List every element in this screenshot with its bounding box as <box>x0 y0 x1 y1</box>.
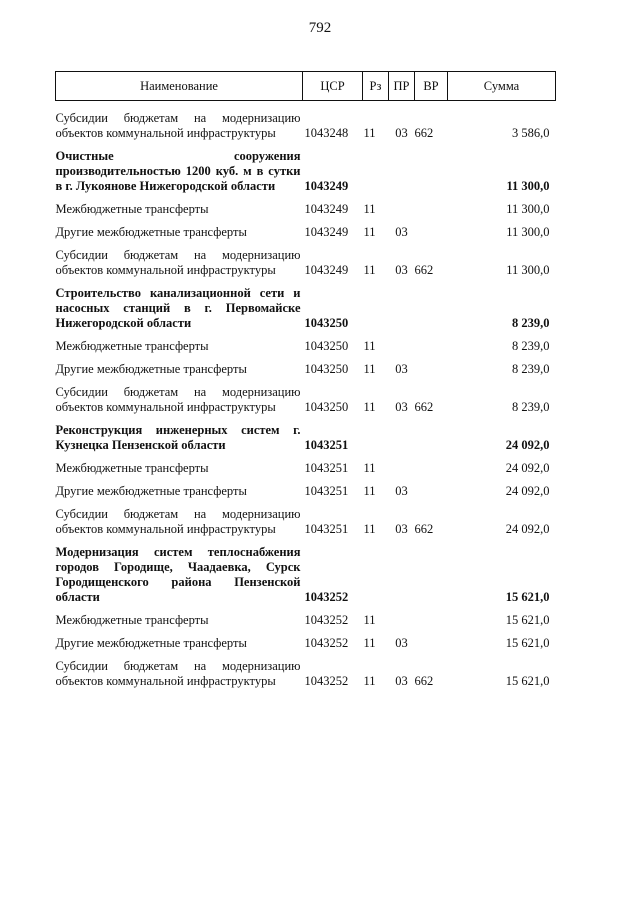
cell-name: Субсидии бюджетам на модернизацию объектов коммунальной инфраструктуры <box>55 248 301 277</box>
cell-rz: 11 <box>363 339 376 353</box>
cell-name: Другие межбюджетные трансферты <box>55 362 247 376</box>
cell-name: Межбюджетные трансферты <box>55 461 209 475</box>
cell-csr: 1043249 <box>304 179 349 193</box>
cell-sum: 3 586,0 <box>512 126 550 140</box>
cell-vr <box>415 143 448 196</box>
cell-pr <box>389 417 415 455</box>
cell-vr: 662 <box>414 674 434 688</box>
cell-rz: 11 <box>363 225 376 239</box>
cell-name: Субсидии бюджетам на модернизацию объектов коммунальной инфраструктуры <box>55 111 301 140</box>
cell-name: Модернизация систем теплоснабжения городов Городище, Чаадаевка, Сурск Городищенского района Пензенской области <box>55 545 301 604</box>
cell-name: Межбюджетные трансферты <box>55 613 209 627</box>
cell-csr: 1043251 <box>304 438 349 452</box>
cell-vr <box>415 356 448 379</box>
cell-csr: 1043251 <box>304 522 349 536</box>
table-row <box>56 101 556 144</box>
cell-sum: 15 621,0 <box>505 636 550 650</box>
cell-pr <box>389 455 415 478</box>
cell-vr <box>415 478 448 501</box>
cell-name: Реконструкция инженерных систем г. Кузнецка Пензенской области <box>55 423 301 452</box>
cell-name: Другие межбюджетные трансферты <box>55 225 247 239</box>
table-row <box>56 196 556 219</box>
cell-sum: 8 239,0 <box>512 316 550 330</box>
header-vr: ВР <box>415 72 448 101</box>
cell-vr: 662 <box>414 400 434 414</box>
cell-rz: 11 <box>363 400 376 414</box>
cell-name: Межбюджетные трансферты <box>55 202 209 216</box>
cell-pr: 03 <box>395 522 408 536</box>
table-row-section <box>56 143 556 196</box>
table-row <box>56 653 556 691</box>
cell-rz: 11 <box>363 522 376 536</box>
cell-pr: 03 <box>395 225 408 239</box>
cell-rz: 11 <box>363 613 376 627</box>
cell-sum: 11 300,0 <box>506 179 550 193</box>
cell-name: Очистные сооружения производительностью 1200 куб. м в сутки в г. Лукоянове Нижегородской области <box>55 149 301 193</box>
cell-name: Субсидии бюджетам на модернизацию объектов коммунальной инфраструктуры <box>55 507 301 536</box>
table-row <box>56 501 556 539</box>
header-name: Наименование <box>56 72 303 101</box>
table-row-section <box>56 539 556 607</box>
table-row <box>56 356 556 379</box>
cell-name: Другие межбюджетные трансферты <box>55 636 247 650</box>
table-row <box>56 242 556 280</box>
table-body <box>56 101 556 692</box>
cell-name: Строительство канализационной сети и насосных станций в г. Первомайске Нижегородской области <box>55 286 301 330</box>
cell-csr: 1043250 <box>304 316 349 330</box>
budget-table <box>55 71 556 691</box>
cell-sum: 24 092,0 <box>505 461 550 475</box>
cell-pr <box>389 280 415 333</box>
cell-vr <box>415 219 448 242</box>
table-header <box>56 72 556 101</box>
table-row-section <box>56 280 556 333</box>
cell-pr: 03 <box>395 263 408 277</box>
cell-rz: 11 <box>363 484 376 498</box>
cell-sum: 24 092,0 <box>505 484 550 498</box>
cell-vr <box>415 539 448 607</box>
cell-sum: 15 621,0 <box>505 590 550 604</box>
table-row <box>56 607 556 630</box>
table-row <box>56 478 556 501</box>
cell-vr <box>415 196 448 219</box>
cell-csr: 1043249 <box>304 225 349 239</box>
cell-sum: 15 621,0 <box>505 613 550 627</box>
cell-vr <box>415 607 448 630</box>
page-number: 792 <box>308 20 332 36</box>
cell-rz: 11 <box>363 461 376 475</box>
cell-csr: 1043249 <box>304 263 349 277</box>
cell-sum: 11 300,0 <box>506 202 550 216</box>
cell-rz: 11 <box>363 202 376 216</box>
cell-pr: 03 <box>395 636 408 650</box>
cell-vr <box>415 417 448 455</box>
cell-rz: 11 <box>363 636 376 650</box>
cell-csr: 1043251 <box>304 461 349 475</box>
cell-pr: 03 <box>395 484 408 498</box>
cell-vr <box>415 280 448 333</box>
cell-csr: 1043252 <box>304 636 349 650</box>
cell-pr: 03 <box>395 126 408 140</box>
cell-rz <box>363 143 389 196</box>
header-pr: ПР <box>389 72 415 101</box>
cell-sum: 8 239,0 <box>512 400 550 414</box>
cell-csr: 1043250 <box>304 362 349 376</box>
table-row <box>56 219 556 242</box>
cell-vr: 662 <box>414 126 434 140</box>
header-row <box>56 72 556 101</box>
cell-sum: 8 239,0 <box>512 362 550 376</box>
cell-csr: 1043249 <box>304 202 349 216</box>
cell-rz: 11 <box>363 263 376 277</box>
cell-sum: 11 300,0 <box>506 263 550 277</box>
cell-rz: 11 <box>363 674 376 688</box>
cell-csr: 1043251 <box>304 484 349 498</box>
cell-pr <box>389 333 415 356</box>
cell-csr: 1043252 <box>304 590 349 604</box>
cell-pr <box>389 143 415 196</box>
table-row-section <box>56 417 556 455</box>
header-rz: Рз <box>363 72 389 101</box>
cell-sum: 15 621,0 <box>505 674 550 688</box>
cell-csr: 1043248 <box>304 126 349 140</box>
cell-csr: 1043250 <box>304 339 349 353</box>
cell-name: Другие межбюджетные трансферты <box>55 484 247 498</box>
cell-name: Межбюджетные трансферты <box>55 339 209 353</box>
cell-sum: 8 239,0 <box>512 339 550 353</box>
cell-pr <box>389 196 415 219</box>
cell-vr: 662 <box>414 263 434 277</box>
cell-sum: 24 092,0 <box>505 522 550 536</box>
cell-rz <box>363 417 389 455</box>
table-row <box>56 455 556 478</box>
cell-pr: 03 <box>395 674 408 688</box>
header-sum: Сумма <box>448 72 556 101</box>
cell-name: Субсидии бюджетам на модернизацию объектов коммунальной инфраструктуры <box>55 385 301 414</box>
cell-csr: 1043250 <box>304 400 349 414</box>
table-row <box>56 333 556 356</box>
cell-rz: 11 <box>363 126 376 140</box>
table-row <box>56 379 556 417</box>
cell-pr: 03 <box>395 362 408 376</box>
cell-rz <box>363 539 389 607</box>
cell-pr: 03 <box>395 400 408 414</box>
cell-vr <box>415 333 448 356</box>
cell-vr: 662 <box>414 522 434 536</box>
cell-vr <box>415 455 448 478</box>
cell-vr <box>415 630 448 653</box>
cell-csr: 1043252 <box>304 613 349 627</box>
header-csr: ЦСР <box>303 72 363 101</box>
cell-sum: 24 092,0 <box>505 438 550 452</box>
cell-rz <box>363 280 389 333</box>
cell-name: Субсидии бюджетам на модернизацию объектов коммунальной инфраструктуры <box>55 659 301 688</box>
cell-sum: 11 300,0 <box>506 225 550 239</box>
cell-pr <box>389 539 415 607</box>
cell-csr: 1043252 <box>304 674 349 688</box>
cell-pr <box>389 607 415 630</box>
table-row <box>56 630 556 653</box>
cell-rz: 11 <box>363 362 376 376</box>
